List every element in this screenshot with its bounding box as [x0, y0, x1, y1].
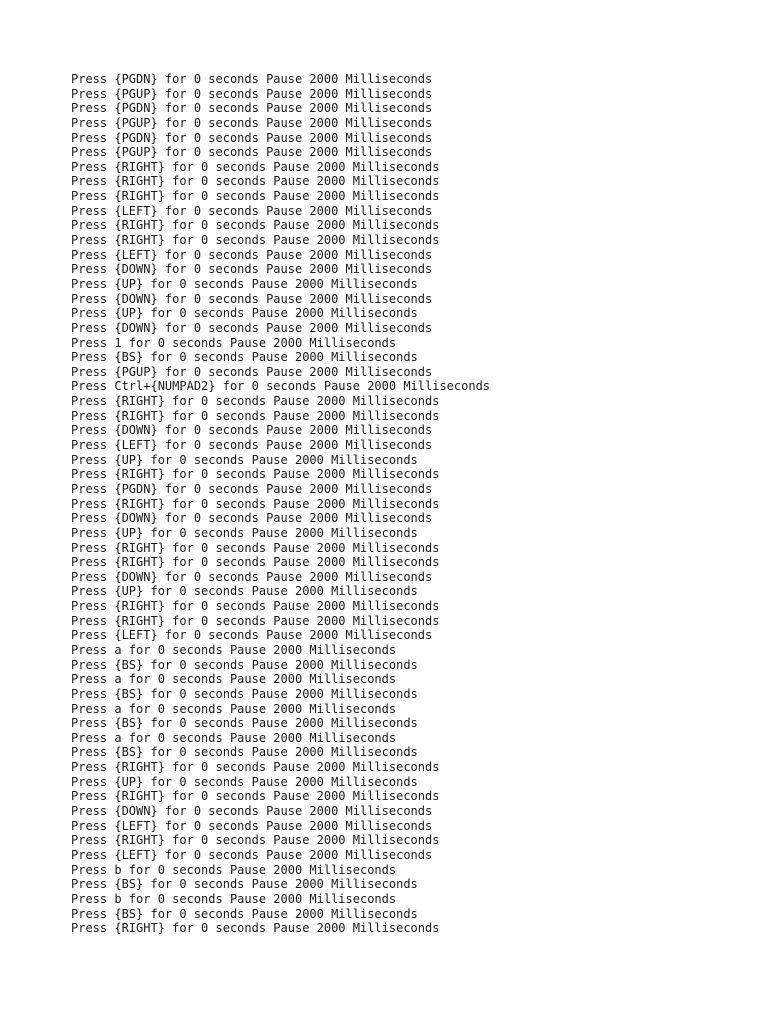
- text-line: Press {BS} for 0 seconds Pause 2000 Milliseconds: [71, 716, 418, 731]
- text-line: Press a for 0 seconds Pause 2000 Milliseconds: [71, 642, 397, 657]
- text-line: Press {UP} for 0 seconds Pause 2000 Milliseconds: [71, 525, 418, 540]
- text-line: Press {LEFT} for 0 seconds Pause 2000 Milliseconds: [71, 438, 433, 453]
- text-line: Press {BS} for 0 seconds Pause 2000 Milliseconds: [71, 686, 418, 701]
- text-line: Press {RIGHT} for 0 seconds Pause 2000 Milliseconds: [71, 613, 440, 628]
- text-line: Press {PGUP} for 0 seconds Pause 2000 Milliseconds: [71, 115, 433, 130]
- text-line: Press {UP} for 0 seconds Pause 2000 Milliseconds: [71, 276, 418, 291]
- text-line: Press {RIGHT} for 0 seconds Pause 2000 Milliseconds: [71, 833, 440, 848]
- text-line: Press {BS} for 0 seconds Pause 2000 Milliseconds: [71, 745, 418, 760]
- text-line: Press {RIGHT} for 0 seconds Pause 2000 Milliseconds: [71, 394, 440, 409]
- text-line: Press b for 0 seconds Pause 2000 Milliseconds: [71, 891, 397, 906]
- text-line: Press {PGDN} for 0 seconds Pause 2000 Milliseconds: [71, 481, 433, 496]
- text-line: Press {PGDN} for 0 seconds Pause 2000 Milliseconds: [71, 72, 433, 86]
- text-line: Press {PGDN} for 0 seconds Pause 2000 Milliseconds: [71, 101, 433, 116]
- text-line: Press {DOWN} for 0 seconds Pause 2000 Milliseconds: [71, 511, 433, 526]
- document-page: [71, 72, 751, 936]
- text-line: Press {PGUP} for 0 seconds Pause 2000 Milliseconds: [71, 364, 433, 379]
- text-line: Press {RIGHT} for 0 seconds Pause 2000 Milliseconds: [71, 159, 440, 174]
- text-line: Press {RIGHT} for 0 seconds Pause 2000 Milliseconds: [71, 218, 440, 233]
- text-line: Press {PGUP} for 0 seconds Pause 2000 Milliseconds: [71, 145, 433, 160]
- text-line: Press {LEFT} for 0 seconds Pause 2000 Milliseconds: [71, 628, 433, 643]
- text-line: Press {LEFT} for 0 seconds Pause 2000 Milliseconds: [71, 818, 433, 833]
- text-line: Press {LEFT} for 0 seconds Pause 2000 Milliseconds: [71, 247, 433, 262]
- text-line: Press a for 0 seconds Pause 2000 Milliseconds: [71, 730, 397, 745]
- text-line: Press {RIGHT} for 0 seconds Pause 2000 Milliseconds: [71, 233, 440, 248]
- text-line: Press {UP} for 0 seconds Pause 2000 Milliseconds: [71, 452, 418, 467]
- text-line: Press {DOWN} for 0 seconds Pause 2000 Milliseconds: [71, 291, 433, 306]
- text-line: Press {RIGHT} for 0 seconds Pause 2000 Milliseconds: [71, 555, 440, 570]
- text-line: Press {LEFT} for 0 seconds Pause 2000 Milliseconds: [71, 847, 433, 862]
- text-line: Press {BS} for 0 seconds Pause 2000 Milliseconds: [71, 350, 418, 365]
- text-line: Press {RIGHT} for 0 seconds Pause 2000 Milliseconds: [71, 408, 440, 423]
- text-line: Press {RIGHT} for 0 seconds Pause 2000 Milliseconds: [71, 189, 440, 204]
- text-line: Press 1 for 0 seconds Pause 2000 Milliseconds: [71, 335, 397, 350]
- text-line: Press {UP} for 0 seconds Pause 2000 Milliseconds: [71, 584, 418, 599]
- text-line: Press a for 0 seconds Pause 2000 Milliseconds: [71, 672, 397, 687]
- text-line: Press {RIGHT} for 0 seconds Pause 2000 Milliseconds: [71, 540, 440, 555]
- text-line: Press {DOWN} for 0 seconds Pause 2000 Milliseconds: [71, 569, 433, 584]
- text-line: Press {RIGHT} for 0 seconds Pause 2000 Milliseconds: [71, 174, 440, 189]
- text-line: Press {DOWN} for 0 seconds Pause 2000 Milliseconds: [71, 320, 433, 335]
- text-line: Press {BS} for 0 seconds Pause 2000 Milliseconds: [71, 906, 418, 921]
- text-line: Press {RIGHT} for 0 seconds Pause 2000 Milliseconds: [71, 496, 440, 511]
- text-line: Press {UP} for 0 seconds Pause 2000 Milliseconds: [71, 306, 418, 321]
- text-line: Press {RIGHT} for 0 seconds Pause 2000 Milliseconds: [71, 760, 440, 775]
- text-line: Press Ctrl+{NUMPAD2} for 0 seconds Pause 2000 Milliseconds: [71, 379, 491, 394]
- text-line: Press {UP} for 0 seconds Pause 2000 Milliseconds: [71, 774, 418, 789]
- text-line: Press {PGDN} for 0 seconds Pause 2000 Milliseconds: [71, 130, 433, 145]
- text-line: Press {LEFT} for 0 seconds Pause 2000 Milliseconds: [71, 203, 433, 218]
- text-line: Press {RIGHT} for 0 seconds Pause 2000 Milliseconds: [71, 599, 440, 614]
- text-line: Press {BS} for 0 seconds Pause 2000 Milliseconds: [71, 657, 418, 672]
- text-line: Press {DOWN} for 0 seconds Pause 2000 Milliseconds: [71, 804, 433, 819]
- text-line: Press {DOWN} for 0 seconds Pause 2000 Milliseconds: [71, 262, 433, 277]
- text-line: Press {RIGHT} for 0 seconds Pause 2000 Milliseconds: [71, 467, 440, 482]
- text-line: Press {RIGHT} for 0 seconds Pause 2000 Milliseconds: [71, 789, 440, 804]
- text-line: Press {PGUP} for 0 seconds Pause 2000 Milliseconds: [71, 86, 433, 101]
- text-line: Press {DOWN} for 0 seconds Pause 2000 Milliseconds: [71, 423, 433, 438]
- text-line: Press {BS} for 0 seconds Pause 2000 Milliseconds: [71, 877, 418, 892]
- text-line: Press {RIGHT} for 0 seconds Pause 2000 Milliseconds: [71, 921, 440, 936]
- text-line: Press b for 0 seconds Pause 2000 Milliseconds: [71, 862, 397, 877]
- text-line: Press a for 0 seconds Pause 2000 Milliseconds: [71, 701, 397, 716]
